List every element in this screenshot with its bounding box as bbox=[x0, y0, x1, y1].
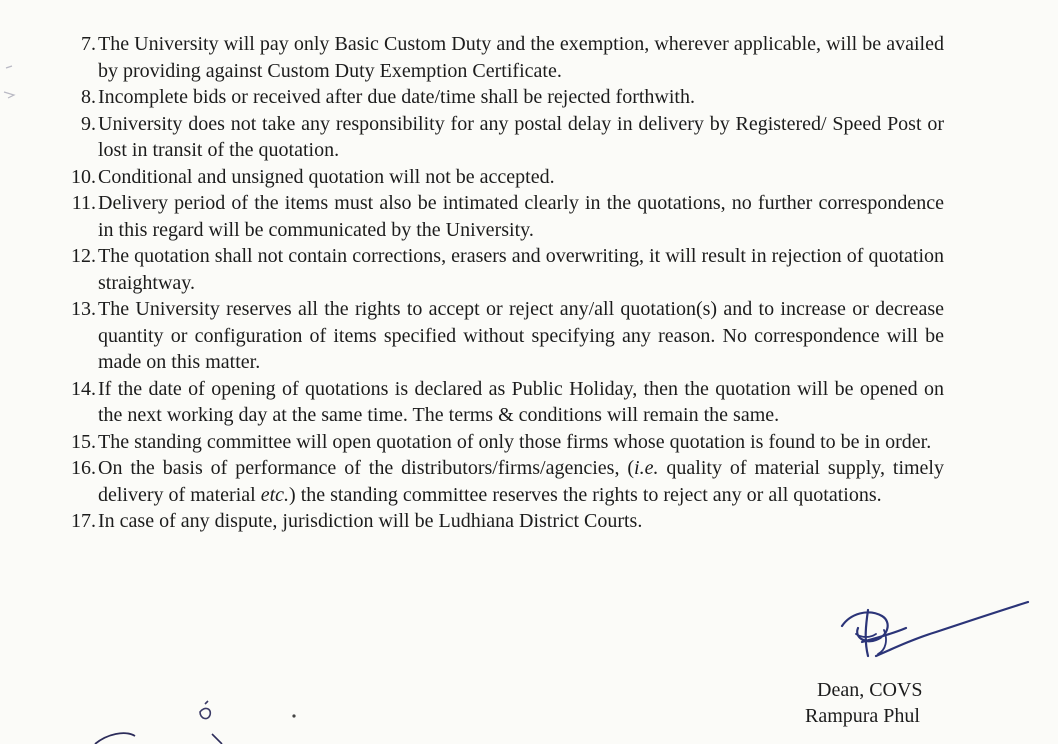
term-item bbox=[58, 190, 944, 243]
term-number: 7. bbox=[81, 33, 96, 55]
term-number: 10. bbox=[71, 165, 96, 188]
term-text: University does not take any responsibility for any postal delay in delivery by Registered/ Speed Post or lost in transit of the quotation. bbox=[98, 112, 944, 161]
term-text: In case of any dispute, jurisdiction will be Ludhiana District Courts. bbox=[98, 510, 643, 532]
term-item bbox=[58, 31, 944, 84]
term-number: 12. bbox=[71, 245, 96, 267]
term-number: 8. bbox=[81, 86, 96, 108]
term-text: Conditional and unsigned quotation will not be accepted. bbox=[98, 165, 555, 188]
term-text: If the date of opening of quotations is declared as Public Holiday, then the quotation will be opened on the next working day at the same time. The terms & conditions will remain the same. bbox=[98, 377, 944, 426]
term-item bbox=[58, 429, 944, 456]
signatory-title: Dean, COVS bbox=[817, 679, 923, 701]
term-number: 16. bbox=[71, 457, 96, 479]
term-item bbox=[58, 508, 944, 535]
term-text: The quotation shall not contain corrections, erasers and overwriting, it will result in rejection of quotation straightway. bbox=[98, 245, 944, 294]
term-item bbox=[58, 164, 944, 191]
term-text: Incomplete bids or received after due date/time shall be rejected forthwith. bbox=[98, 86, 695, 108]
terms-list bbox=[58, 31, 944, 535]
term-number: 15. bbox=[71, 430, 96, 453]
term-text-part: On the basis of performance of the distributors/firms/agencies, ( bbox=[98, 457, 635, 479]
term-text-part: quality of material supply, timely delivery of material bbox=[98, 457, 944, 506]
term-text: The standing committee will open quotation of only those firms whose quotation is found to be in order. bbox=[98, 430, 932, 453]
term-number: 9. bbox=[81, 112, 96, 135]
term-text-italic: etc. bbox=[260, 483, 290, 506]
term-text-italic: i.e. bbox=[634, 457, 659, 479]
term-text: The University will pay only Basic Custom Duty and the exemption, wherever applicable, will be availed by providing against Custom Duty Exemption Certificate. bbox=[98, 33, 944, 82]
term-text: Delivery period of the items must also be intimated clearly in the quotations, no further correspondence in this regard will be communicated by the University. bbox=[98, 192, 944, 241]
signatory-block bbox=[805, 677, 923, 729]
term-number: 13. bbox=[71, 298, 96, 320]
term-text: The University reserves all the rights to accept or reject any/all quotation(s) and to increase or decrease quantity or configuration of items specified without specifying any reason. No correspondence will be made on this matter. bbox=[98, 298, 944, 373]
term-item bbox=[58, 376, 944, 429]
term-item bbox=[58, 243, 944, 296]
term-text-part: ) the standing committee reserves the rights to reject any or all quotations. bbox=[289, 483, 882, 506]
term-number: 14. bbox=[71, 377, 96, 400]
signatory-place: Rampura Phul bbox=[805, 705, 920, 727]
term-number: 11. bbox=[71, 192, 96, 214]
term-item bbox=[58, 455, 944, 508]
term-item bbox=[58, 296, 944, 376]
term-number: 17. bbox=[71, 510, 96, 532]
signature-icon bbox=[832, 596, 1032, 676]
term-text bbox=[96, 455, 944, 508]
term-item bbox=[58, 84, 944, 111]
term-item bbox=[58, 111, 944, 164]
